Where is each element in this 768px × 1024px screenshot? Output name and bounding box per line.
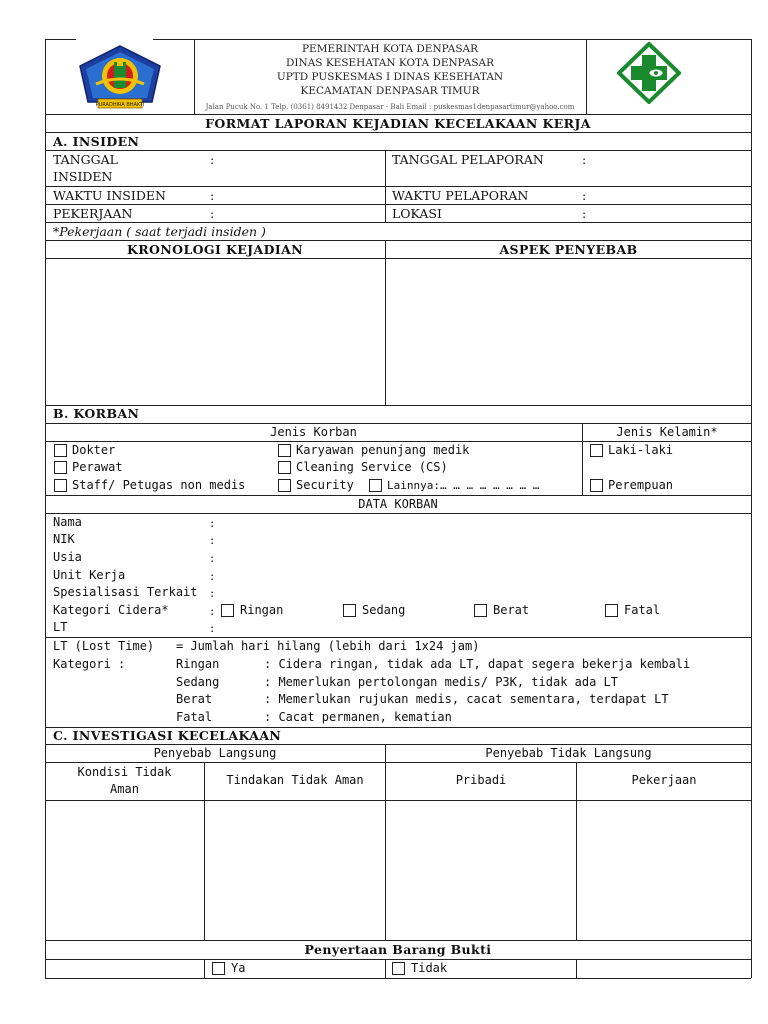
checkbox-ya[interactable]: [212, 962, 225, 975]
note-pekerjaan: *Pekerjaan ( saat terjadi insiden ): [53, 224, 266, 239]
legend-row-desc: : Cidera ringan, tidak ada LT, dapat segera bekerja kembali: [264, 657, 691, 671]
legend-kategori-label: Kategori :: [53, 657, 126, 671]
option-cleaning: Cleaning Service (CS): [296, 460, 448, 474]
header-line-4: KECAMATAN DENPASAR TIMUR: [300, 85, 480, 97]
line-b-head: [45, 423, 751, 424]
option-karyawan: Karyawan penunjang medik: [296, 443, 470, 457]
heading-pekerjaan-c: Pekerjaan: [631, 773, 697, 787]
label-tanggal-insiden: TANGGAL: [53, 152, 118, 167]
colon: :: [210, 585, 215, 600]
colon: :: [210, 550, 215, 565]
line-a-3: [45, 222, 751, 223]
header-line-2: DINAS KESEHATAN KOTA DENPASAR: [285, 57, 495, 69]
line-a-head: [45, 150, 751, 151]
label-waktu-insiden: WAKTU INSIDEN: [53, 188, 166, 203]
line-b-3: [45, 513, 751, 514]
option-lainnya: Lainnya:… … … … … … … …: [387, 479, 540, 492]
frame-right: [751, 39, 752, 978]
aspek-box[interactable]: [386, 259, 751, 404]
option-dokter: Dokter: [72, 443, 116, 457]
line-a-4: [45, 240, 751, 241]
colon: :: [210, 568, 215, 583]
city-logo: [72, 44, 168, 112]
section-b-heading: B. KORBAN: [53, 406, 140, 421]
option-staff: Staff/ Petugas non medis: [72, 478, 246, 492]
heading-data-korban: DATA KORBAN: [358, 497, 438, 511]
option-perawat: Perawat: [72, 460, 123, 474]
line-a-2: [45, 204, 751, 205]
option-sedang: Sedang: [362, 603, 406, 617]
checkbox-staff[interactable]: [54, 479, 67, 492]
field-nama: Nama: [53, 515, 82, 529]
header-line-3: UPTD PUSKESMAS I DINAS KESEHATAN: [276, 71, 504, 83]
label-waktu-pelaporan: WAKTU PELAPORAN: [392, 188, 529, 203]
checkbox-perawat[interactable]: [54, 461, 67, 474]
logo-banner-text: PURADHIRA BHAKTI: [95, 102, 145, 108]
header-divider-left: [194, 39, 195, 114]
option-berat: Berat: [493, 603, 530, 617]
colon: :: [582, 206, 587, 221]
checkbox-cleaning[interactable]: [278, 461, 291, 474]
line-a-1: [45, 186, 751, 187]
checkbox-security[interactable]: [278, 479, 291, 492]
divider-bukti-2: [385, 959, 386, 978]
checkbox-berat[interactable]: [474, 604, 487, 617]
legend-lt-label: LT (Lost Time): [53, 639, 155, 653]
form-title: FORMAT LAPORAN KEJADIAN KECELAKAAN KERJA: [205, 116, 591, 131]
heading-jenis-korban: Jenis Korban: [270, 425, 357, 439]
legend-row-desc: : Memerlukan rujukan medis, cacat sementara, terdapat LT: [264, 692, 669, 706]
colon: :: [582, 152, 587, 167]
checkbox-fatal[interactable]: [605, 604, 618, 617]
header-line-1: PEMERINTAH KOTA DENPASAR: [301, 43, 479, 55]
checkbox-laki[interactable]: [590, 444, 603, 457]
field-nik: NIK: [53, 532, 75, 546]
frame-bottom: [45, 978, 751, 979]
puskesmas-logo: [617, 42, 681, 104]
option-tidak: Tidak: [411, 961, 448, 975]
colon: :: [210, 152, 215, 167]
heading-penyebab-langsung: Penyebab Langsung: [153, 746, 277, 760]
option-security: Security: [296, 478, 354, 492]
line-c-3: [45, 940, 751, 941]
option-perempuan: Perempuan: [608, 478, 674, 492]
field-unit: Unit Kerja: [53, 568, 126, 582]
legend-row-name: Fatal: [176, 710, 213, 724]
colon: :: [210, 515, 215, 530]
colon: :: [210, 532, 215, 547]
colon: :: [210, 188, 215, 203]
heading-pribadi: Pribadi: [455, 773, 507, 787]
kronologi-box[interactable]: [46, 259, 385, 404]
legend-row-name: Sedang: [176, 675, 220, 689]
line-c-head: [45, 744, 751, 745]
line-title-bottom: [45, 132, 751, 133]
legend-row-name: Ringan: [176, 657, 220, 671]
header-address: Jalan Pucuk No. 1 Telp. (0361) 8491432 Denpasar - Bali Email : puskesmas1denpasartimur@yahoo.com: [205, 103, 575, 111]
heading-jenis-kelamin: Jenis Kelamin*: [616, 425, 718, 439]
option-fatal: Fatal: [624, 603, 661, 617]
option-ringan: Ringan: [240, 603, 284, 617]
option-ya: Ya: [231, 961, 246, 975]
checkbox-perempuan[interactable]: [590, 479, 603, 492]
line-b-1: [45, 441, 751, 442]
checkbox-karyawan[interactable]: [278, 444, 291, 457]
colon: :: [210, 206, 215, 221]
field-lt: LT: [53, 620, 68, 634]
checkbox-lainnya[interactable]: [369, 479, 382, 492]
legend-row-name: Berat: [176, 692, 213, 706]
line-b-2: [45, 495, 751, 496]
heading-tindakan: Tindakan Tidak Aman: [226, 773, 364, 787]
pekerjaan-box[interactable]: [577, 801, 751, 939]
heading-aspek: ASPEK PENYEBAB: [499, 242, 638, 257]
label-pekerjaan: PEKERJAAN: [53, 206, 133, 221]
divider-bukti-1: [204, 959, 205, 978]
checkbox-tidak[interactable]: [392, 962, 405, 975]
legend-row-desc: : Cacat permanen, kematian: [264, 710, 452, 724]
field-usia: Usia: [53, 550, 82, 564]
header-divider-right: [586, 39, 587, 114]
field-spesialisasi: Spesialisasi Terkait: [53, 585, 198, 599]
kondisi-box[interactable]: [46, 801, 204, 939]
field-kategori: Kategori Cidera*: [53, 603, 169, 617]
heading-kondisi-2: Aman: [110, 782, 139, 796]
line-c-1: [45, 762, 751, 763]
line-title-top: [45, 114, 751, 115]
divider-b-kelamin: [582, 423, 583, 495]
line-a-end: [45, 405, 751, 406]
checkbox-sedang[interactable]: [343, 604, 356, 617]
label-tanggal-insiden-2: INSIDEN: [53, 169, 113, 184]
divider-bukti-3: [576, 959, 577, 978]
legend-row-desc: : Memerlukan pertolongan medis/ P3K, tidak ada LT: [264, 675, 619, 689]
label-tanggal-pelaporan: TANGGAL PELAPORAN: [392, 152, 544, 167]
header-top-border: [153, 39, 751, 40]
heading-penyebab-tidak-langsung: Penyebab Tidak Langsung: [485, 746, 652, 760]
colon: :: [210, 603, 215, 618]
heading-kronologi: KRONOLOGI KEJADIAN: [126, 242, 304, 257]
checkbox-dokter[interactable]: [54, 444, 67, 457]
colon: :: [582, 188, 587, 203]
section-c-heading: C. INVESTIGASI KECELAKAAN: [53, 728, 282, 743]
heading-barang-bukti: Penyertaan Barang Bukti: [304, 942, 492, 957]
option-laki: Laki-laki: [608, 443, 674, 457]
tindakan-box[interactable]: [205, 801, 385, 939]
line-b-4: [45, 637, 751, 638]
header-top-border-left: [45, 39, 76, 40]
label-lokasi: LOKASI: [392, 206, 442, 221]
colon: :: [210, 620, 215, 635]
checkbox-ringan[interactable]: [221, 604, 234, 617]
pribadi-box[interactable]: [386, 801, 576, 939]
heading-kondisi-1: Kondisi Tidak: [77, 765, 172, 779]
section-a-heading: A. INSIDEN: [53, 134, 140, 149]
legend-lt-def: = Jumlah hari hilang (lebih dari 1x24 jam): [176, 639, 480, 653]
line-c-4: [45, 959, 751, 960]
